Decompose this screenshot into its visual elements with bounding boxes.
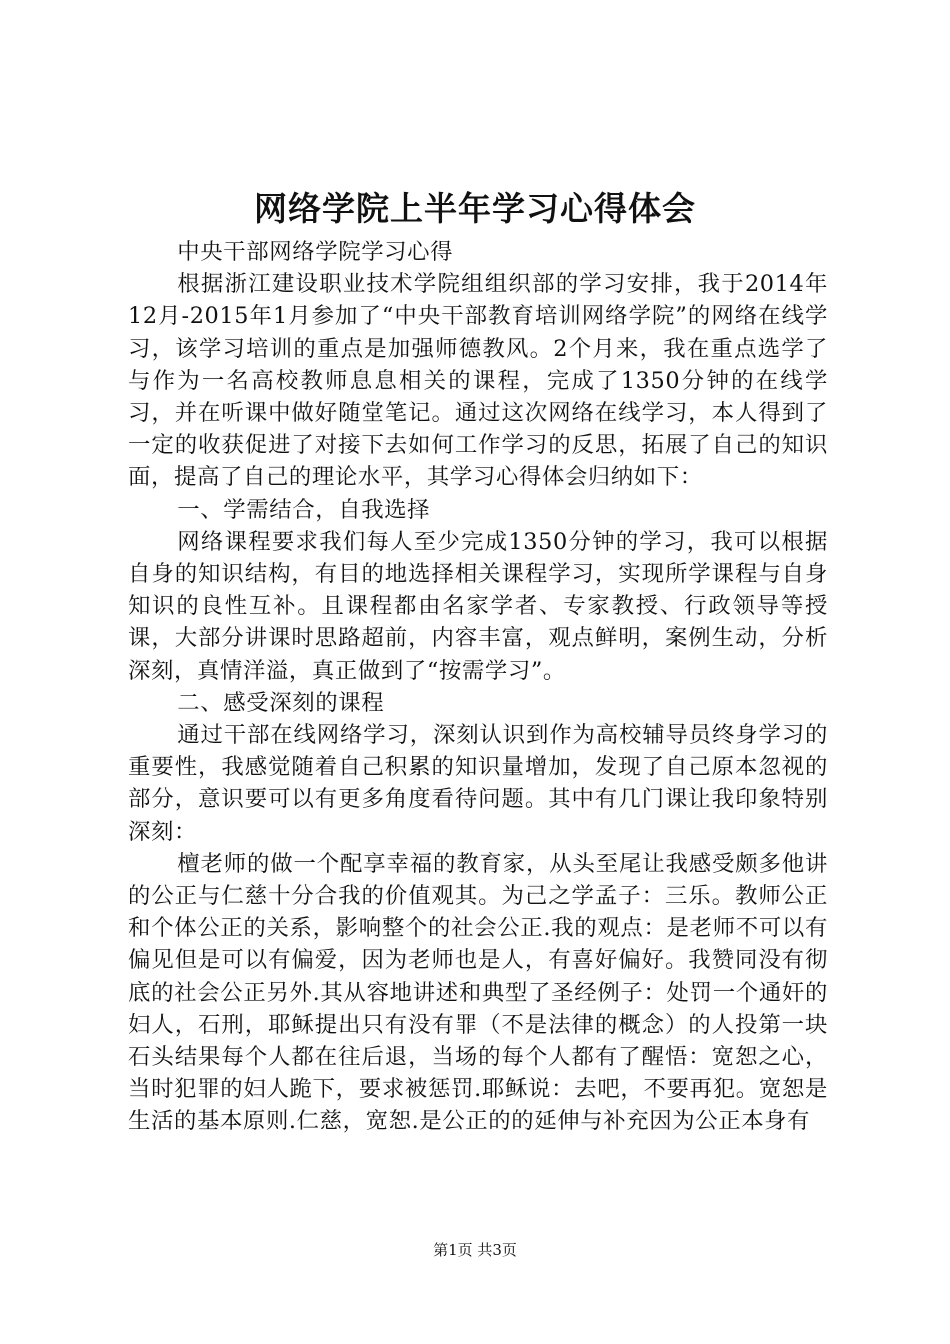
- document-title: 网络学院上半年学习心得体会: [254, 189, 696, 228]
- section-heading-2: 二、感受深刻的课程: [177, 689, 385, 716]
- page-footer: 第1页 共3页: [433, 1241, 517, 1259]
- section-heading-1: 一、学需结合，自我选择: [177, 496, 431, 523]
- paragraph-course-notes: 檀老师的做一个配享幸福的教育家，从头至尾让我感受颇多他讲的公正与仁慈十分合我的价值观其。为己之学孟子：三乐。教师公正和个体公正的关系，影响整个的社会公正.我的观点：是老师不可以有偏见但是可以有偏爱，因为老师也是人，有喜好偏好。我赞同没有彻底的社会公正另外.其从容地讲述和典型了圣经例子：处罚一个通奸的妇人，石刑，耶稣提出只有没有罪（不是法律的概念）的人投第一块石头结果每个人都在往后退，当场的每个人都有了醒悟：宽恕之心，当时犯罪的妇人跪下，要求被惩罚.耶稣说：去吧，不要再犯。宽恕是生活的基本原则.仁慈，宽恕.是公正的的延伸与补充因为公正本身有: [128, 850, 828, 1135]
- paragraph-intro: 根据浙江建设职业技术学院组组织部的学习安排，我于2014年12月-2015年1月参加了“中央干部教育培训网络学院”的网络在线学习，该学习培训的重点是加强师德教风。2个月来，我在重点选学了与作为一名高校教师息息相关的课程，完成了1350分钟的在线学习，并在听课中做好随堂笔记。通过这次网络在线学习，本人得到了一定的收获促进了对接下去如何工作学习的反思，拓展了自己的知识面，提高了自己的理论水平，其学习心得体会归纳如下：: [128, 271, 828, 491]
- paragraph-section-2: 通过干部在线网络学习，深刻认识到作为高校辅导员终身学习的重要性，我感觉随着自己积累的知识量增加，发现了自己原本忽视的部分，意识要可以有更多角度看待问题。其中有几门课让我印象特别深刻：: [128, 722, 828, 845]
- paragraph-subtitle: 中央干部网络学院学习心得: [177, 239, 454, 265]
- document-body: [128, 236, 828, 1138]
- paragraph-section-1: 网络课程要求我们每人至少完成1350分钟的学习，我可以根据自身的知识结构，有目的地选择相关课程学习，实现所学课程与自身知识的良性互补。且课程都由名家学者、专家教授、行政领导等授课，大部分讲课时思路超前，内容丰富，观点鲜明，案例生动，分析深刻，真情洋溢，真正做到了“按需学习”。: [128, 528, 828, 684]
